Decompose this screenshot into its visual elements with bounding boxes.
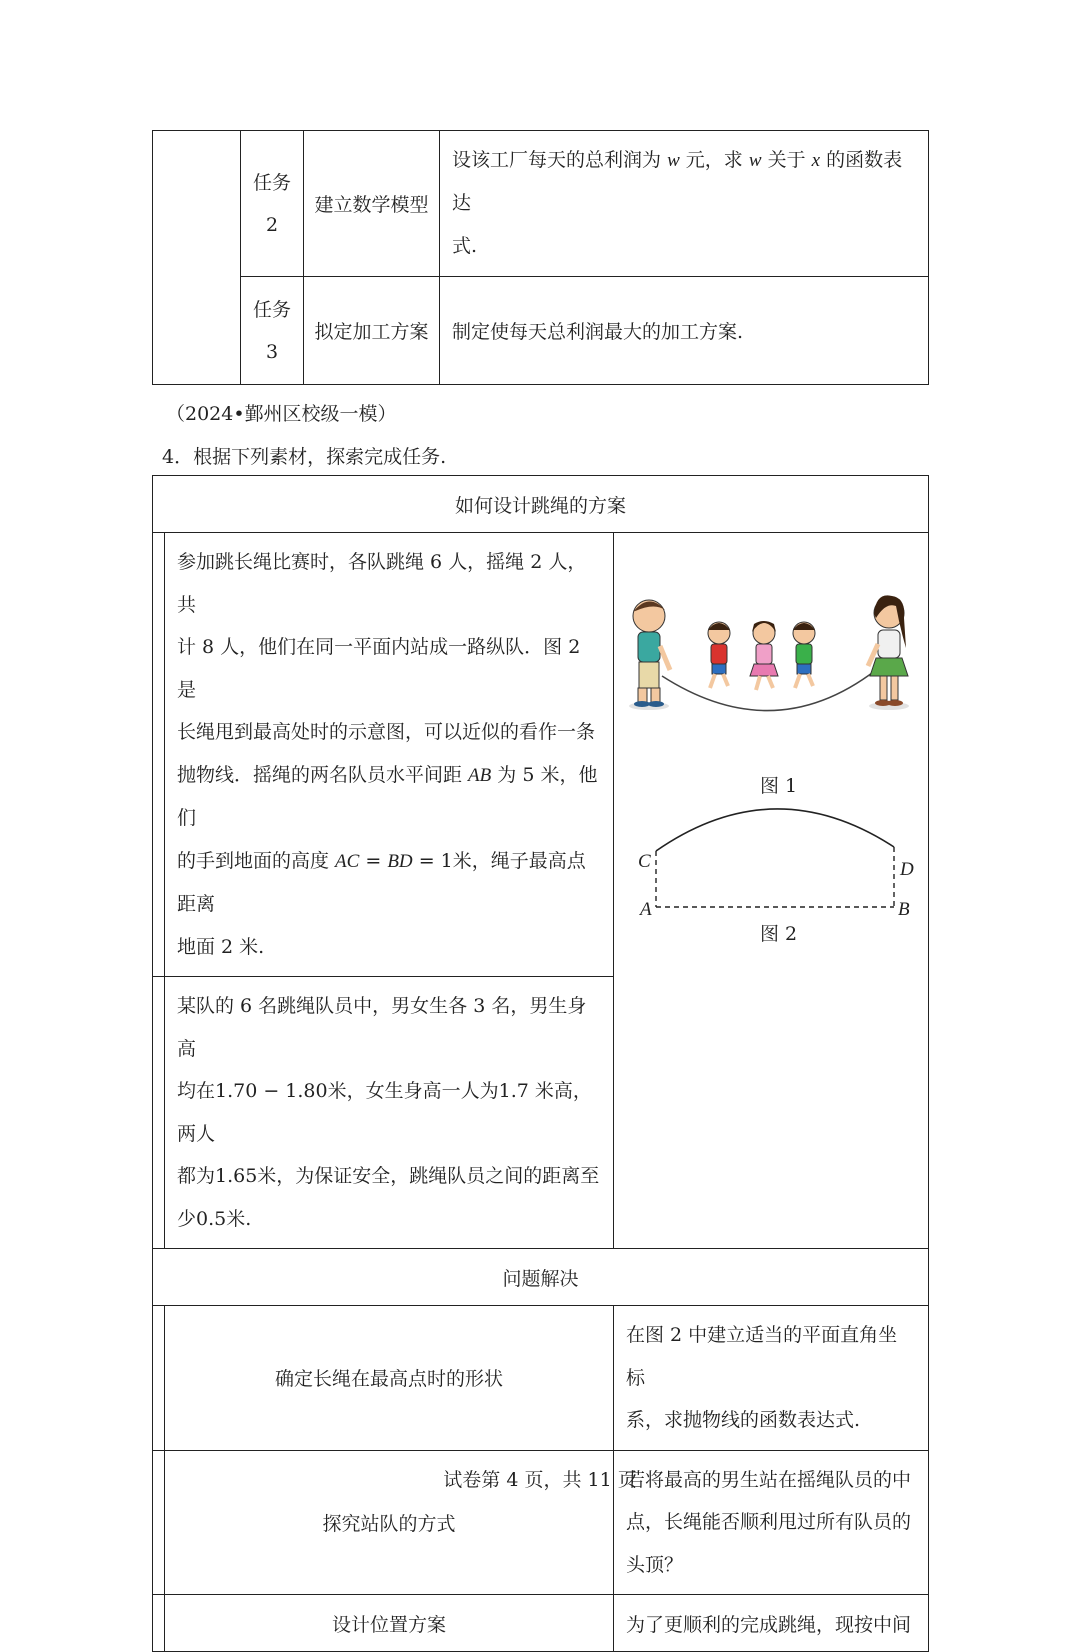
task-table-blank-cell [153, 131, 241, 385]
task-desc-line: 在图 2 中建立适当的平面直角坐标 [626, 1324, 898, 1389]
task-desc-cell: 为了更顺利的完成跳绳，现按中间 [614, 1595, 929, 1652]
point-a-label: A [640, 899, 652, 920]
task-name-cell: 建立数学模型 [304, 131, 440, 277]
var-w: w [748, 150, 762, 171]
material-line: 少0.5米. [177, 1207, 252, 1230]
task-desc-cell [440, 131, 929, 277]
point-b-label: B [898, 899, 910, 920]
design-table-title: 如何设计跳绳的方案 [153, 476, 929, 533]
task-desc-line: 系，求抛物线的函数表达式. [626, 1409, 861, 1431]
material-line: 长绳甩到最高处时的示意图，可以近似的看作一条 [177, 721, 596, 743]
task-id-cell [241, 131, 304, 277]
parabola-curve [656, 809, 894, 851]
material-gutter-cell [153, 533, 165, 977]
material-line: 某队的 6 名跳绳队员中，男女生各 3 名，男生身高 [177, 995, 587, 1060]
task-desc-line: 若将最高的男生站在摇绳队员的中 [626, 1468, 912, 1491]
material-text: = 1米，绳子最高点距离 [177, 849, 586, 915]
task-desc-text: 设该工厂每天的总利润为 [452, 149, 662, 171]
material-line: 计 8 人，他们在同一平面内站成一路纵队．图 2 是 [177, 636, 581, 701]
boy-left-figure [633, 600, 670, 707]
var-ac: AC [335, 850, 360, 872]
task-table [152, 130, 929, 385]
task-id-cell [241, 277, 304, 385]
task-desc-cell [614, 1306, 929, 1451]
var-x: x [811, 150, 821, 171]
task-gutter-cell [153, 1595, 165, 1652]
material-gutter-cell [153, 977, 165, 1249]
material-2 [165, 977, 614, 1249]
task-desc-cell: 制定使每天总利润最大的加工方案. [440, 277, 929, 385]
material-line: 参加跳长绳比赛时，各队跳绳 6 人，摇绳 2 人，共 [177, 551, 587, 616]
material-text: 为 5 米，他们 [177, 763, 598, 829]
var-bd: BD [387, 850, 413, 872]
material-text: 抛物线．摇绳的两名队员水平间距 [177, 763, 469, 786]
task-name-cell: 设计位置方案 [165, 1595, 614, 1652]
material-line: 都为1.65米，为保证安全，跳绳队员之间的距离至 [177, 1165, 600, 1187]
task-name-cell: 拟定加工方案 [304, 277, 440, 385]
var-ab: AB [468, 764, 492, 786]
task-name-cell: 探究站队的方式 [165, 1450, 614, 1595]
task-id-number: 2 [265, 213, 279, 236]
girl-right-figure [868, 595, 908, 706]
task-desc-text: 元，求 [679, 149, 749, 171]
section-title-problem-solving: 问题解决 [153, 1249, 929, 1306]
kid-1-figure [708, 622, 730, 688]
figure-1-illustration [624, 588, 914, 718]
task-desc-text: 关于 [761, 149, 812, 171]
task-id-label: 任务 [252, 171, 291, 194]
task-name-cell: 确定长绳在最高点时的形状 [165, 1306, 614, 1451]
equals-sign: = [359, 849, 388, 872]
task-desc-line: 点，长绳能否顺利甩过所有队员的 [626, 1511, 912, 1533]
task-desc-text: 的函数表达 [452, 149, 903, 214]
question-stem: 4．根据下列素材，探索完成任务. [162, 446, 447, 468]
point-d-label: D [900, 859, 914, 880]
material-text: 的手到地面的高度 [177, 849, 336, 872]
figure-1-caption: 图 1 [760, 775, 798, 797]
source-note: （2024•鄞州区校级一模） [166, 403, 397, 425]
figure-2-diagram [624, 803, 924, 923]
point-c-label: C [638, 851, 651, 872]
kid-3-figure [793, 622, 815, 688]
material-line: 均在1.70 − 1.80米，女生身高一人为1.7 米高，两人 [177, 1080, 592, 1145]
kid-2-figure [750, 621, 778, 690]
material-line [177, 754, 601, 840]
figures-cell [614, 533, 929, 1249]
material-line: 地面 2 米. [177, 935, 265, 958]
task-desc-text: 式. [452, 235, 478, 257]
task-desc-line: 头顶？ [626, 1553, 684, 1576]
page-footer: 试卷第 4 页，共 11 页 [443, 1469, 637, 1491]
material-line [177, 840, 601, 926]
task-id-label: 任务 [252, 298, 291, 321]
task-gutter-cell [153, 1306, 165, 1451]
material-1 [165, 533, 614, 977]
var-w: w [667, 150, 680, 171]
figure-2-caption: 图 2 [760, 923, 798, 945]
task-id-number: 3 [265, 340, 279, 363]
